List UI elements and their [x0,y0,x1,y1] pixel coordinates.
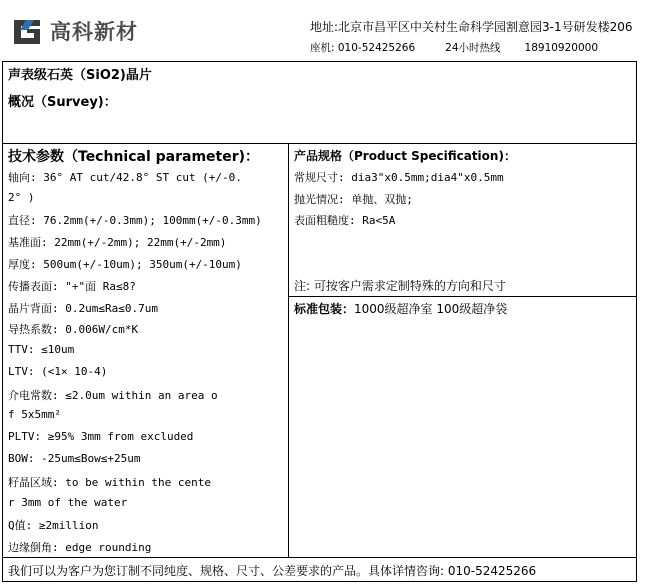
tech-line: BOW: -25um≤Bow≤+25um [8,452,141,465]
spec-note: 注: 可按客户需求定制特殊的方向和尺寸 [294,279,506,293]
tech-line: 直径: 76.2mm(+/-0.3mm); 100mm(+/-0.3mm) [8,214,262,227]
table-right-border [636,61,637,582]
tech-line: Q值: ≥2million [8,519,99,532]
footer-divider [2,557,636,558]
table-bottom-border [2,581,636,582]
footer-contact-text: 我们可以为客户为您订制不同纯度、规格、尺寸、公差要求的产品。具体详情咨询: 010-52425266 [8,564,537,578]
tech-line: r 3mm of the water [8,496,128,509]
hotline-number: 18910920000 [524,42,599,54]
tech-line: 介电常数: ≤2.0um within an area o [8,389,218,402]
product-title: 声表级石英（SiO2)晶片 [8,68,152,83]
packaging-row [294,300,507,317]
tech-line: 晶片背面: 0.2um≤Ra≤0.7um [8,302,158,315]
overview-label: 概况（Survey)： [8,95,117,110]
tech-line: 2° ) [8,191,35,204]
tech-line: 籽晶区域: to be within the cente [8,476,211,489]
column-divider [288,143,289,557]
packaging-divider [288,296,636,297]
company-logo-icon [12,18,42,46]
company-address: 地址:北京市昌平区中关村生命科学园割意园3-1号研发楼206 [310,20,633,34]
tech-line: 边缘倒角: edge rounding [8,541,152,554]
packaging-value: 1000级超净室 100级超净袋 [354,302,508,316]
spec-heading: 产品规格（Product Specification)： [294,149,516,163]
overview-divider [2,143,636,144]
spec-line: 表面粗糙度: Ra<5A [294,214,396,227]
table-left-border [2,61,3,582]
packaging-label: 标准包装： [294,302,355,316]
tech-line: 基准面: 22mm(+/-2mm); 22mm(+/-2mm) [8,236,227,249]
tech-line: 轴向: 36° AT cut/42.8° ST cut (+/-0. [8,171,242,184]
spec-line: 常规尺寸: dia3"x0.5mm;dia4"x0.5mm [294,171,504,184]
tech-line: f 5x5mm² [8,408,61,421]
phone-number: 座机: 010-52425266 [310,42,416,54]
tech-heading: 技术参数（Technical parameter)： [8,149,260,165]
contact-row [310,40,598,55]
hotline-label: 24小时热线 [445,42,501,54]
brand-name: 高科新材 [50,20,138,44]
tech-line: 导热系数: 0.006W/cm*K [8,323,139,336]
tech-line: LTV: (<1× 10-4) [8,365,108,378]
tech-line: 厚度: 500um(+/-10um); 350um(+/-10um) [8,258,242,271]
tech-line: PLTV: ≥95% 3mm from excluded [8,430,194,443]
table-top-border [2,61,636,62]
tech-line: TTV: ≤10um [8,343,75,356]
tech-line: 传播表面: "+"面 Ra≤8? [8,280,136,293]
spec-line: 抛光情况: 单抛、双抛; [294,193,413,206]
